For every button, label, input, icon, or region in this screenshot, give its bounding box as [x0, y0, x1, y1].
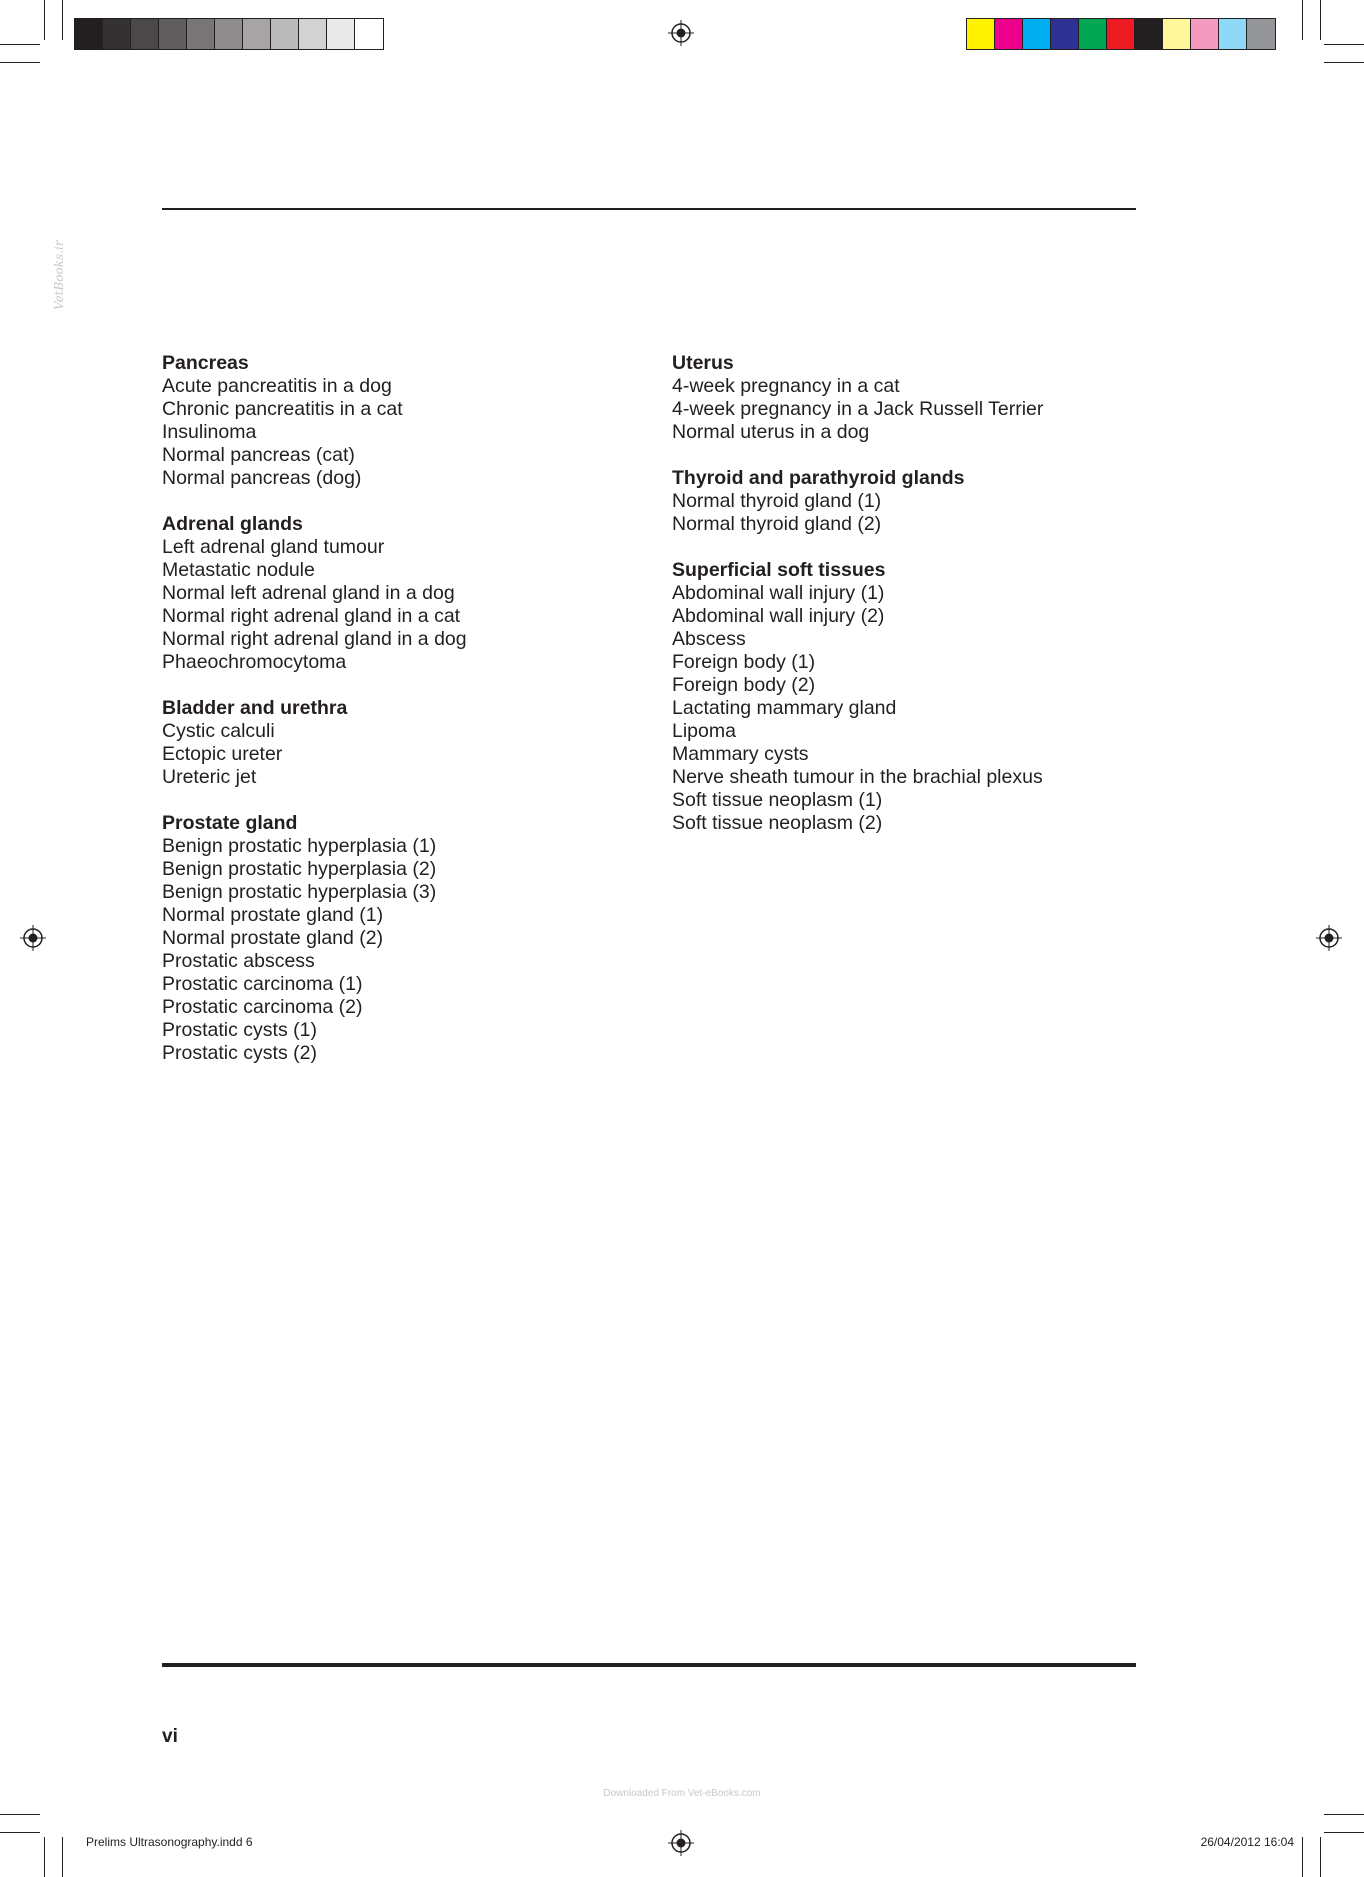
crop-mark [1324, 44, 1364, 45]
list-item: Lactating mammary gland [672, 697, 897, 719]
color-swatch [215, 19, 243, 49]
list-item: Prostatic carcinoma (2) [162, 996, 363, 1018]
crop-mark [0, 44, 40, 45]
list-item: Normal prostate gland (2) [162, 927, 384, 949]
list-item: Normal right adrenal gland in a dog [162, 628, 467, 650]
section-item-list [162, 375, 632, 490]
crop-mark [0, 1832, 40, 1833]
crop-mark [1320, 0, 1321, 40]
grayscale-color-bar [74, 18, 384, 50]
color-swatch [1023, 19, 1051, 49]
list-item: Benign prostatic hyperplasia (2) [162, 858, 437, 880]
footer-rule [162, 1663, 1136, 1667]
list-item: Normal uterus in a dog [672, 421, 870, 443]
registration-mark-icon [668, 20, 694, 46]
section-item-list [162, 835, 632, 1065]
section-heading: Bladder and urethra [162, 697, 348, 719]
crop-mark [1302, 1837, 1303, 1877]
color-swatch [1079, 19, 1107, 49]
download-note: Downloaded From Vet-eBooks.com [603, 1788, 761, 1799]
header-rule [162, 208, 1136, 210]
list-item: Left adrenal gland tumour [162, 536, 385, 558]
section-item-list [162, 720, 632, 789]
color-swatch [159, 19, 187, 49]
crop-mark [1324, 1832, 1364, 1833]
list-item: Ureteric jet [162, 766, 257, 788]
list-item: Normal pancreas (cat) [162, 444, 355, 466]
color-swatch [103, 19, 131, 49]
section-heading: Uterus [672, 352, 734, 374]
list-item: Phaeochromocytoma [162, 651, 347, 673]
list-item: Mammary cysts [672, 743, 809, 765]
list-item: 4-week pregnancy in a cat [672, 375, 900, 397]
color-swatch [131, 19, 159, 49]
contents-section [162, 513, 632, 674]
color-swatch [327, 19, 355, 49]
contents-column-left [162, 352, 632, 1088]
list-item: Foreign body (2) [672, 674, 816, 696]
list-item: Prostatic cysts (1) [162, 1019, 317, 1041]
slug-filename: Prelims Ultrasonography.indd 6 [86, 1835, 253, 1849]
section-item-list [672, 375, 1142, 444]
list-item: Soft tissue neoplasm (1) [672, 789, 883, 811]
section-heading: Pancreas [162, 352, 249, 374]
crop-mark [62, 0, 63, 40]
contents-section [672, 352, 1142, 444]
contents-column-right [672, 352, 1142, 858]
crop-mark [1324, 1814, 1364, 1815]
crop-mark [0, 1814, 40, 1815]
list-item: Ectopic ureter [162, 743, 283, 765]
list-item: Benign prostatic hyperplasia (3) [162, 881, 437, 903]
list-item: Abdominal wall injury (1) [672, 582, 885, 604]
color-swatch [243, 19, 271, 49]
list-item: 4-week pregnancy in a Jack Russell Terrier [672, 398, 1044, 420]
list-item: Normal thyroid gland (1) [672, 490, 882, 512]
color-swatch [1135, 19, 1163, 49]
list-item: Benign prostatic hyperplasia (1) [162, 835, 437, 857]
list-item: Normal prostate gland (1) [162, 904, 384, 926]
crop-mark [44, 0, 45, 40]
crop-mark [1320, 1837, 1321, 1877]
list-item: Foreign body (1) [672, 651, 816, 673]
list-item: Normal pancreas (dog) [162, 467, 362, 489]
color-swatch [299, 19, 327, 49]
process-color-bar [966, 18, 1276, 50]
list-item: Cystic calculi [162, 720, 275, 742]
list-item: Abdominal wall injury (2) [672, 605, 885, 627]
crop-mark [1324, 62, 1364, 63]
list-item: Nerve sheath tumour in the brachial plexus [672, 766, 1043, 788]
list-item: Normal left adrenal gland in a dog [162, 582, 455, 604]
color-swatch [1163, 19, 1191, 49]
color-swatch [355, 19, 383, 49]
contents-section [672, 467, 1142, 536]
registration-mark-icon [668, 1830, 694, 1856]
slug-datetime: 26/04/2012 16:04 [1200, 1835, 1294, 1849]
section-item-list [162, 536, 632, 674]
section-heading: Thyroid and parathyroid glands [672, 467, 965, 489]
section-heading: Superficial soft tissues [672, 559, 886, 581]
list-item: Lipoma [672, 720, 736, 742]
color-swatch [1247, 19, 1275, 49]
list-item: Prostatic carcinoma (1) [162, 973, 363, 995]
crop-mark [62, 1837, 63, 1877]
contents-section [162, 812, 632, 1065]
color-swatch [967, 19, 995, 49]
section-heading: Adrenal glands [162, 513, 303, 535]
section-item-list [672, 490, 1142, 536]
crop-mark [1302, 0, 1303, 40]
list-item: Prostatic abscess [162, 950, 315, 972]
section-item-list [672, 582, 1142, 835]
crop-mark [44, 1837, 45, 1877]
list-item: Acute pancreatitis in a dog [162, 375, 392, 397]
crop-mark [0, 62, 40, 63]
color-swatch [271, 19, 299, 49]
page-number: vi [162, 1726, 178, 1747]
color-swatch [1107, 19, 1135, 49]
color-swatch [187, 19, 215, 49]
list-item: Chronic pancreatitis in a cat [162, 398, 403, 420]
color-swatch [1051, 19, 1079, 49]
list-item: Soft tissue neoplasm (2) [672, 812, 883, 834]
registration-mark-icon [20, 925, 46, 951]
list-item: Insulinoma [162, 421, 257, 443]
watermark: VetBooks.ir [52, 240, 66, 310]
list-item: Metastatic nodule [162, 559, 315, 581]
color-swatch [75, 19, 103, 49]
list-item: Prostatic cysts (2) [162, 1042, 317, 1064]
list-item: Abscess [672, 628, 746, 650]
contents-section [672, 559, 1142, 835]
list-item: Normal thyroid gland (2) [672, 513, 882, 535]
registration-mark-icon [1316, 925, 1342, 951]
color-swatch [1219, 19, 1247, 49]
color-swatch [995, 19, 1023, 49]
list-item: Normal right adrenal gland in a cat [162, 605, 461, 627]
contents-section [162, 697, 632, 789]
color-swatch [1191, 19, 1219, 49]
contents-section [162, 352, 632, 490]
section-heading: Prostate gland [162, 812, 298, 834]
